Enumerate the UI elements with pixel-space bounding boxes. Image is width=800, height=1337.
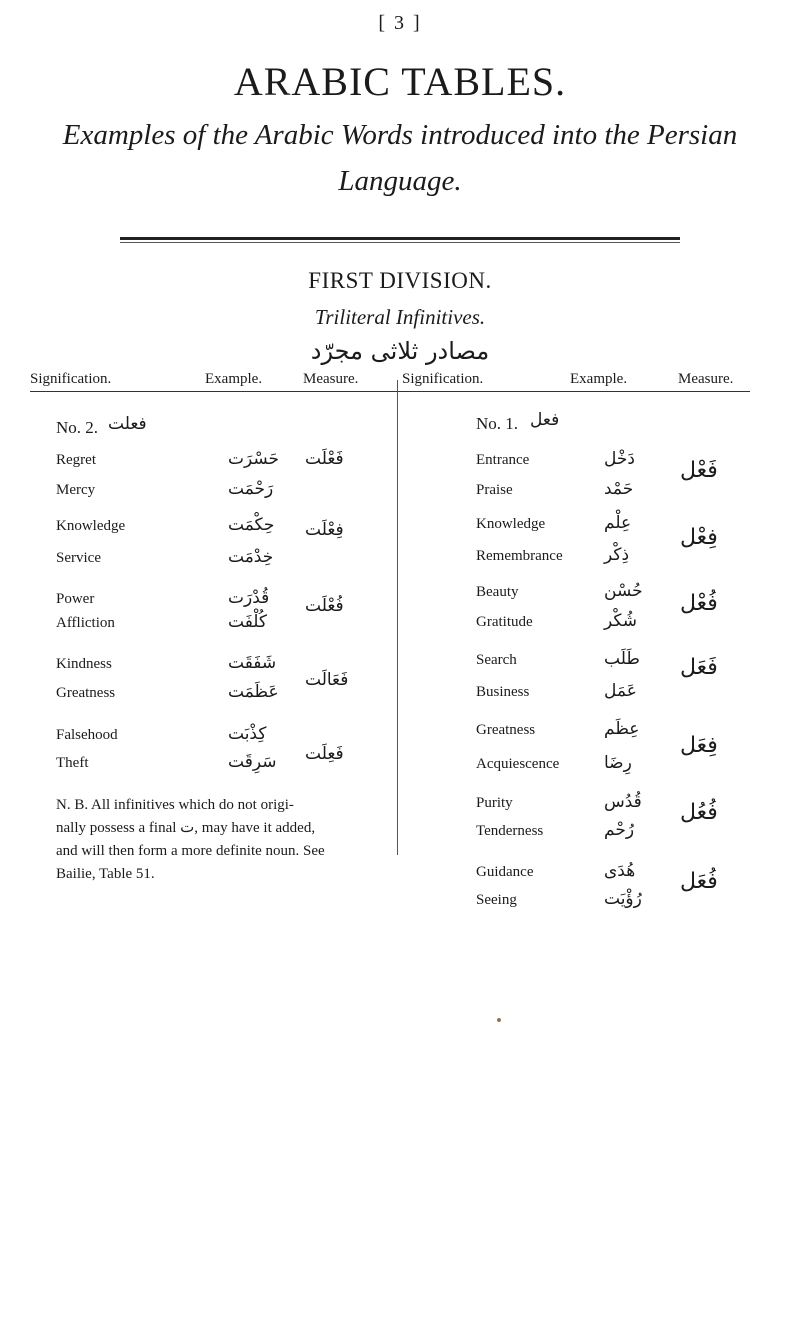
right-group-label: No. 1. xyxy=(476,414,519,433)
right-sig: Greatness xyxy=(476,722,536,738)
right-sig: Entrance xyxy=(476,452,530,468)
header-right-example: Example. xyxy=(570,371,628,387)
right-example: شُكْر xyxy=(604,611,638,631)
page-number: [ 3 ] xyxy=(378,12,422,34)
footnote-line: and will then form a more definite noun. See xyxy=(56,843,325,859)
left-measure: فَعِلَت xyxy=(305,744,344,764)
left-measure: فَعَالَت xyxy=(305,670,349,690)
right-example: رُؤْيَت xyxy=(604,889,642,909)
left-example: رَحْمَت xyxy=(228,479,274,499)
subtitle-line-1: Examples of the Arabic Words introduced into the Persian xyxy=(62,119,738,151)
header-left-signification: Signification. xyxy=(30,371,112,387)
right-sig: Gratitude xyxy=(476,614,533,630)
left-sig: Mercy xyxy=(56,482,96,498)
right-example: طَلَب xyxy=(604,649,640,669)
left-sig: Service xyxy=(56,550,101,566)
right-sig: Acquiescence xyxy=(476,756,560,772)
title-rule-thick xyxy=(120,237,680,240)
left-group-label: No. 2. xyxy=(56,418,99,437)
right-sig: Guidance xyxy=(476,864,534,880)
right-sig: Praise xyxy=(476,482,513,498)
left-sig: Theft xyxy=(56,755,89,771)
header-left-example: Example. xyxy=(205,371,263,387)
division-arabic-title: مصادر ثلاثی مجرّد xyxy=(310,337,490,365)
footnote-line: nally possess a final ت, may have it added, xyxy=(56,820,316,836)
header-rule xyxy=(30,391,750,392)
left-sig: Regret xyxy=(56,452,96,468)
left-example: قُدْرَت xyxy=(228,588,270,608)
right-measure: فِعَل xyxy=(680,733,718,758)
right-measure: فُعْل xyxy=(680,591,718,616)
right-example: رِضَا xyxy=(604,753,632,773)
left-sig: Power xyxy=(56,591,95,607)
left-sig: Affliction xyxy=(56,615,115,631)
page-subtitle xyxy=(0,112,800,204)
left-measure: فَعْلَت xyxy=(305,449,344,469)
footnote-line: N. B. All infinitives which do not origi- xyxy=(56,797,294,813)
subtitle-line-2: Language. xyxy=(338,165,462,197)
right-example: ذِكْر xyxy=(604,545,630,565)
left-example: حِكْمَت xyxy=(228,515,275,535)
header-left-measure: Measure. xyxy=(303,371,359,387)
left-example: عَظَمَت xyxy=(228,682,279,702)
right-sig: Seeing xyxy=(476,892,517,908)
right-example: هُدَى xyxy=(604,861,636,881)
right-sig: Purity xyxy=(476,795,513,811)
left-example: كُلْفَت xyxy=(228,612,268,632)
right-example: حُسْن xyxy=(604,581,643,601)
right-sig: Beauty xyxy=(476,584,519,600)
column-divider xyxy=(397,380,398,855)
header-right-measure: Measure. xyxy=(678,371,734,387)
left-sig: Kindness xyxy=(56,656,112,672)
right-example: عَمَل xyxy=(604,681,637,701)
left-example: خِدْمَت xyxy=(228,547,274,567)
footnote xyxy=(56,794,386,886)
paper-speck xyxy=(497,1018,501,1022)
right-example: حَمْد xyxy=(604,479,634,499)
right-sig: Knowledge xyxy=(476,516,546,532)
left-example: حَسْرَت xyxy=(228,449,280,469)
left-sig: Falsehood xyxy=(56,727,118,743)
right-measure: فَعْل xyxy=(680,458,718,483)
division-title: FIRST DIVISION. xyxy=(308,268,492,293)
title-rule-thin xyxy=(120,242,680,243)
right-measure: فُعَل xyxy=(680,869,718,894)
right-example: عِظَم xyxy=(604,719,640,739)
right-sig: Tenderness xyxy=(476,823,544,839)
right-example: قُدُس xyxy=(604,792,642,812)
left-measure: فُعْلَت xyxy=(305,596,344,616)
header-right-signification: Signification. xyxy=(402,371,484,387)
right-measure: فُعُل xyxy=(680,800,718,825)
left-group-arabic: فعلت xyxy=(108,414,147,434)
left-example: سَرِقَت xyxy=(228,752,277,772)
right-example: دَخْل xyxy=(604,449,635,469)
left-measure: فِعْلَت xyxy=(305,520,344,540)
division-subtitle: Triliteral Infinitives. xyxy=(314,305,486,329)
left-sig: Knowledge xyxy=(56,518,126,534)
right-measure: فَعَل xyxy=(680,655,718,680)
left-example: كِذْبَت xyxy=(228,724,267,744)
right-sig: Business xyxy=(476,684,530,700)
left-sig: Greatness xyxy=(56,685,116,701)
right-sig: Search xyxy=(476,652,517,668)
right-sig: Remembrance xyxy=(476,548,563,564)
right-example: عِلْم xyxy=(604,513,632,533)
left-example: شَفَقَت xyxy=(228,653,277,673)
right-group-arabic: فعل xyxy=(530,410,560,430)
right-measure: فِعْل xyxy=(680,525,718,550)
footnote-line: Bailie, Table 51. xyxy=(56,866,155,882)
page-title: ARABIC TABLES. xyxy=(233,59,567,104)
right-example: رُحْم xyxy=(604,820,635,840)
